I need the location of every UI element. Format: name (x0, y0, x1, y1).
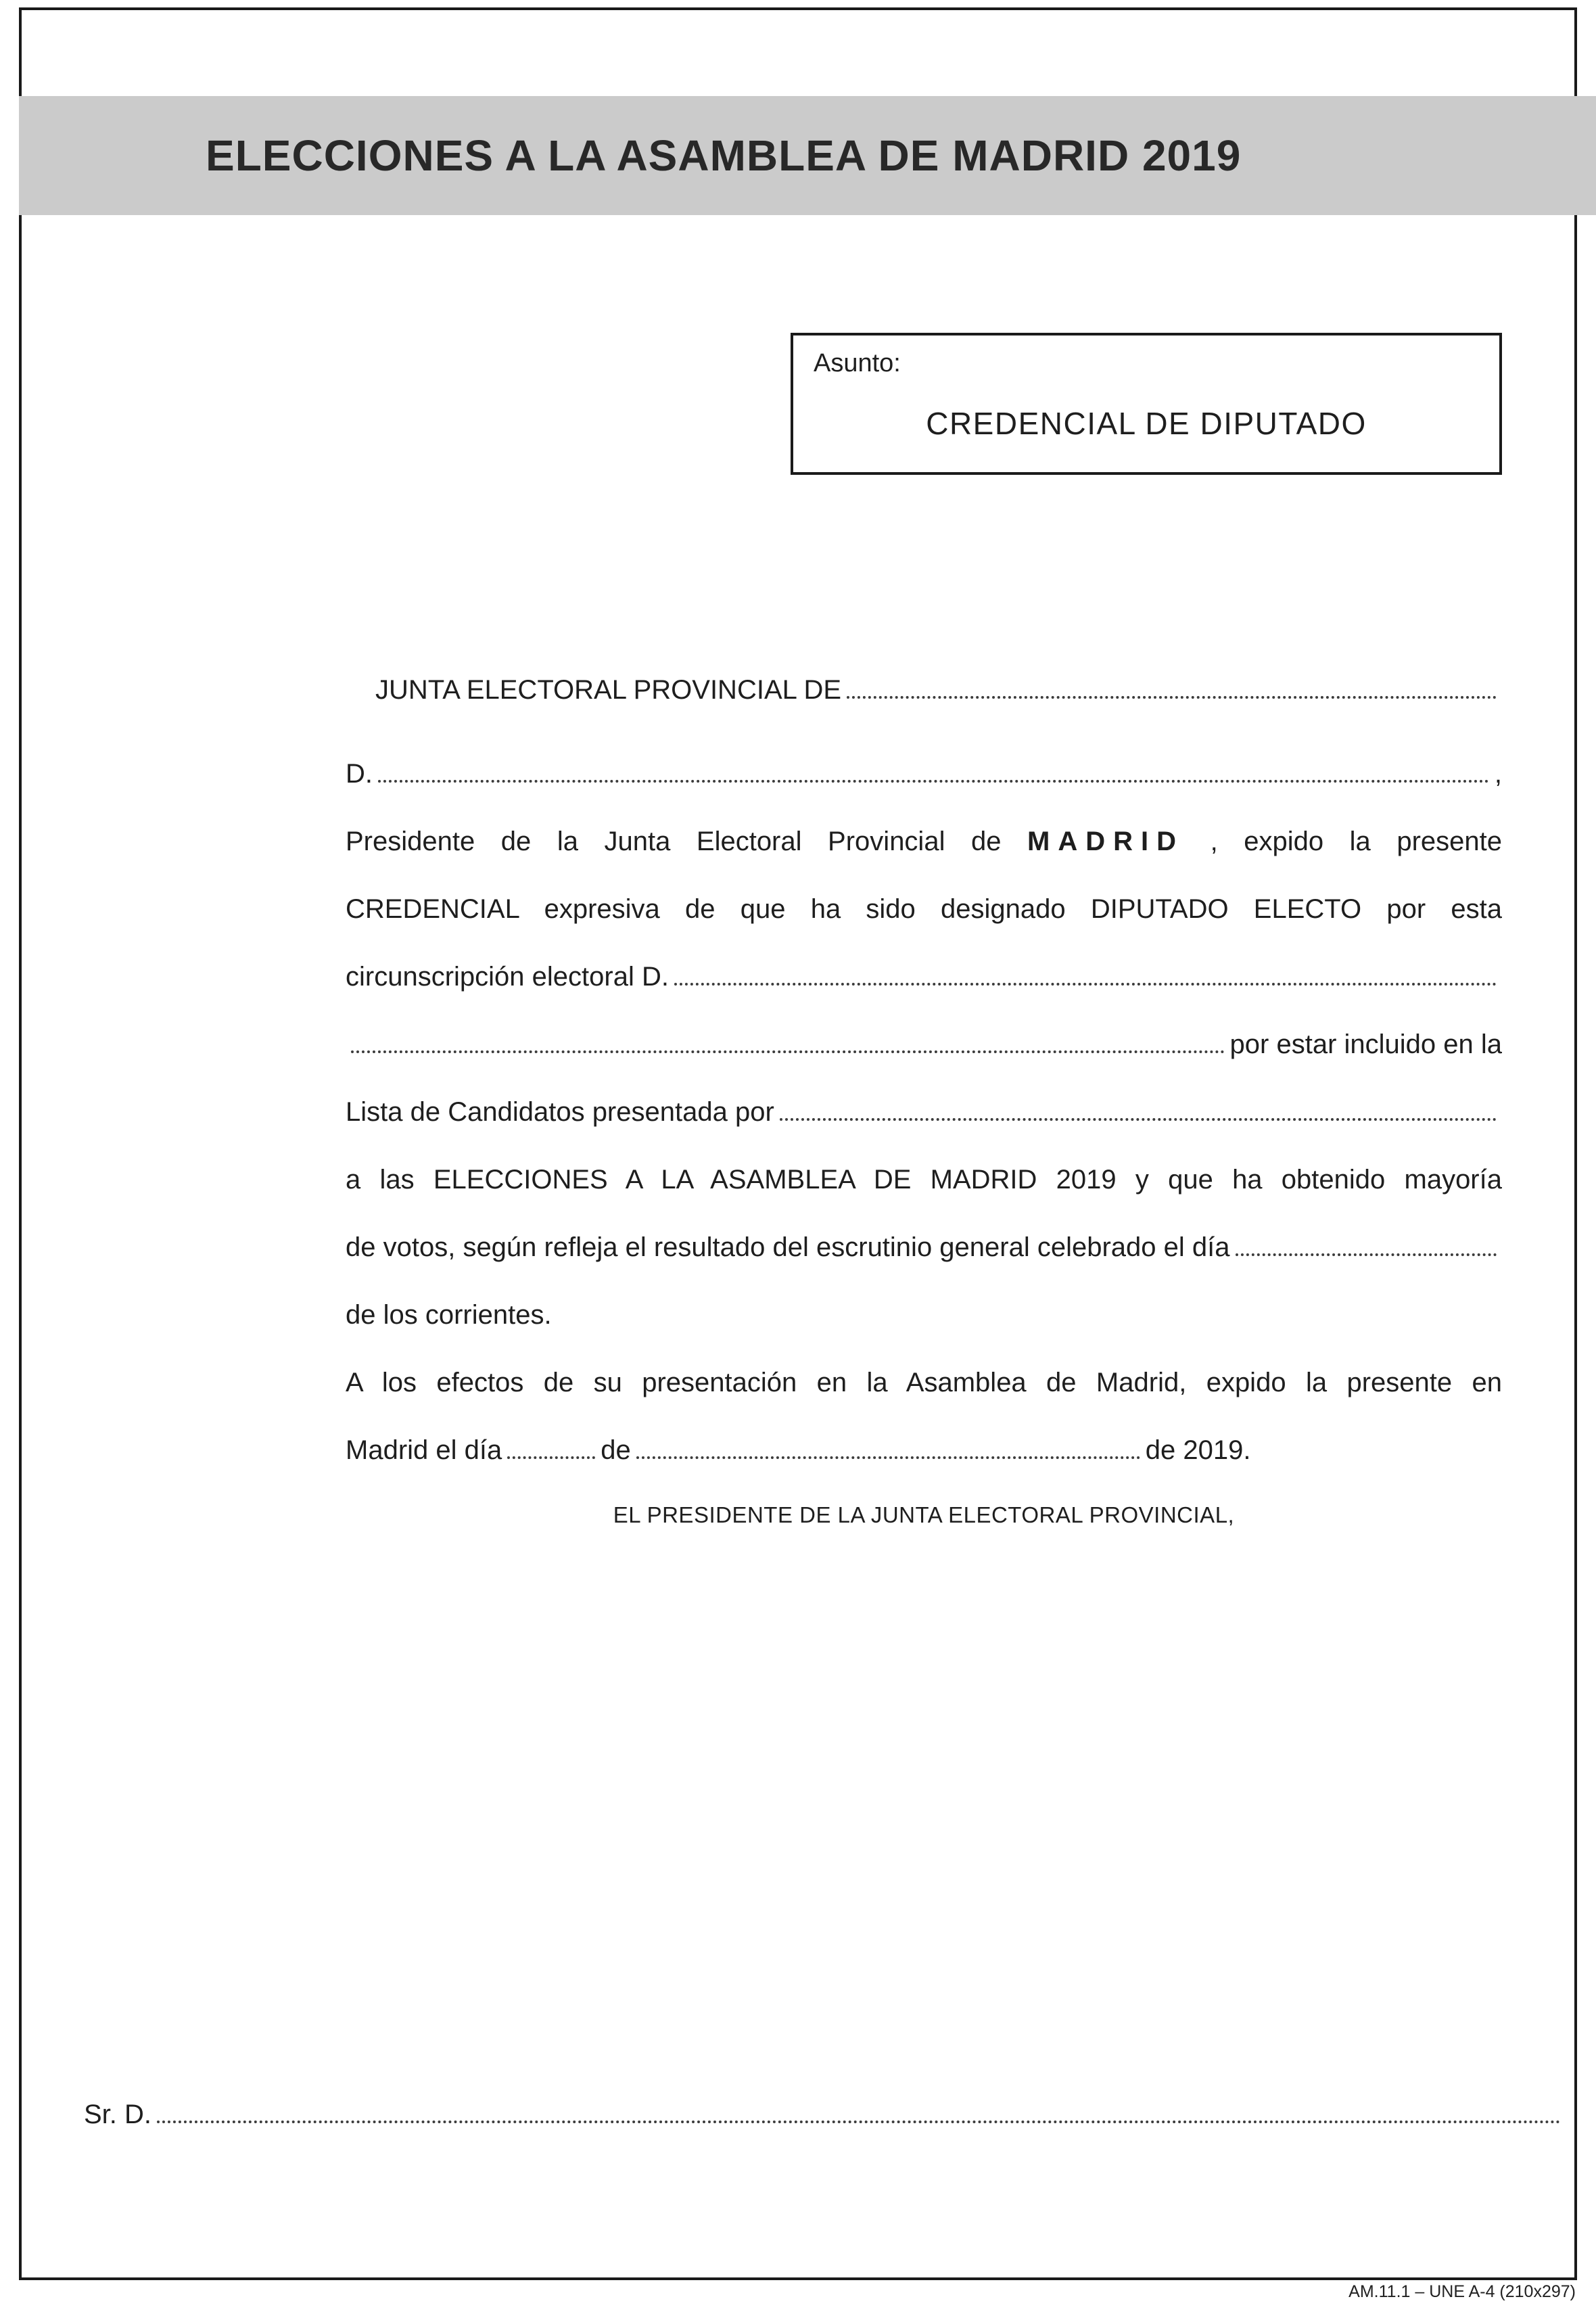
credencial-line: CREDENCIAL expresiva de que ha sido designado DIPUTADO ELECTO por esta (346, 894, 1502, 924)
efectos-line: A los efectos de su presentación en la Asamblea de Madrid, expido la presente en (346, 1368, 1502, 1397)
de-2019-label: de 2019. (1145, 1435, 1251, 1465)
fecha-expedicion-line (346, 1416, 1502, 1484)
page-title: ELECCIONES A LA ASAMBLEA DE MADRID 2019 (206, 131, 1242, 180)
lista-candidatos-line (346, 1078, 1502, 1146)
field-dia-expedicion (507, 1456, 595, 1459)
field-sr-d (157, 2121, 1561, 2123)
field-mes-expedicion (636, 1456, 1140, 1459)
votos-line (346, 1213, 1502, 1281)
header-banner (19, 96, 1596, 215)
field-diputado-nombre-1 (674, 983, 1497, 986)
junta-electoral-label: JUNTA ELECTORAL PROVINCIAL DE (375, 675, 842, 705)
field-dia-escrutinio (1236, 1253, 1497, 1256)
madrid-dia-label: Madrid el día (346, 1435, 502, 1465)
circunscripcion-line (346, 943, 1502, 1011)
asunto-label: Asunto: (814, 349, 901, 377)
votos-label: de votos, según refleja el resultado del escrutinio general celebrado el día (346, 1232, 1230, 1262)
d-suffix: , (1494, 759, 1502, 789)
circunscripcion-label: circunscripción electoral D. (346, 962, 669, 992)
sr-d-line (84, 2081, 1566, 2148)
asunto-subject: CREDENCIAL DE DIPUTADO (926, 406, 1367, 441)
form-code: AM.11.1 – UNE A-4 (210x297) (1348, 2282, 1576, 2301)
corrientes-line: de los corrientes. (346, 1300, 552, 1330)
incluido-line (346, 1011, 1502, 1078)
field-provincia (847, 696, 1497, 699)
asunto-box (791, 333, 1502, 475)
de-label: de (601, 1435, 631, 1465)
elecciones-line: a las ELECCIONES A LA ASAMBLEA DE MADRID 2019 y que ha obtenido mayoría (346, 1165, 1502, 1195)
presidente-line (346, 808, 1502, 875)
presidente-madrid: MADRID (1027, 827, 1185, 856)
d-label: D. (346, 759, 373, 789)
document-body (346, 656, 1502, 1546)
incluido-text: por estar incluido en la (1229, 1029, 1502, 1059)
field-presidente-nombre (378, 780, 1489, 783)
lista-candidatos-label: Lista de Candidatos presentada por (346, 1097, 774, 1127)
junta-electoral-line (346, 656, 1502, 724)
presidente-text-post: , expido la presente (1210, 827, 1502, 856)
presidente-nombre-line (346, 740, 1502, 808)
sr-d-label: Sr. D. (84, 2100, 152, 2129)
firma-caption: EL PRESIDENTE DE LA JUNTA ELECTORAL PROVINCIAL, (613, 1502, 1235, 1527)
field-partido (780, 1118, 1497, 1121)
field-diputado-nombre-2 (351, 1050, 1225, 1053)
presidente-text-pre: Presidente de la Junta Electoral Provincial de (346, 827, 1028, 856)
